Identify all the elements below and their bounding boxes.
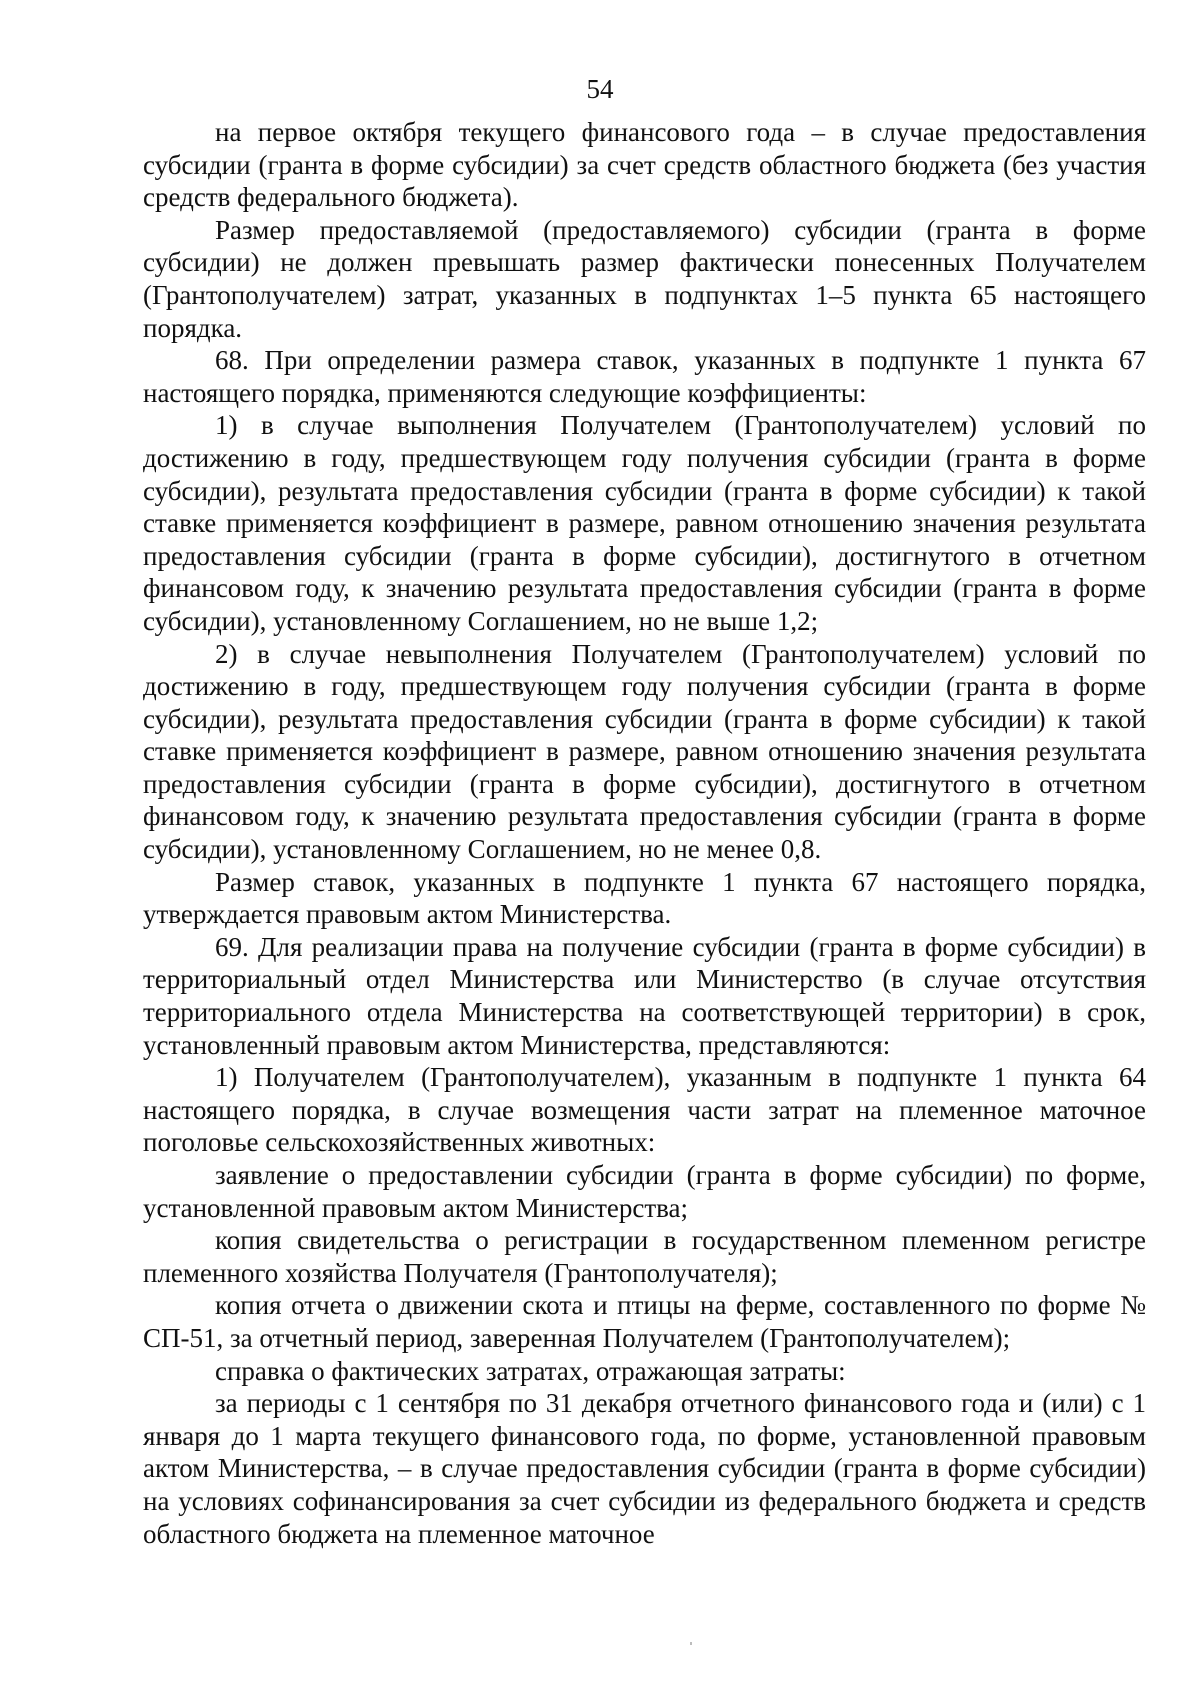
document-body — [143, 116, 1146, 1550]
paragraph-68: 68. При определении размера ставок, указанных в подпункте 1 пункта 67 настоящего порядка, применяются следующие коэффициенты: — [143, 345, 1146, 408]
paragraph-68-item-1: 1) в случае выполнения Получателем (Грантополучателем) условий по достижению в году, предшествующем году получения субсидии (гранта в форме субсидии), результата предоставления субсидии (гранта в форме субсидии) к такой ставке применяется коэффициент в размере, равном отношению значения результата предоставления субсидии (гранта в форме субсидии), достигнутого в отчетном финансовом году, к значению результата предоставления субсидии (гранта в форме субсидии), установленному Соглашением, но не выше 1,2; — [143, 410, 1146, 636]
scan-speck — [690, 1642, 692, 1645]
paragraph-certificate-copy: копия свидетельства о регистрации в государственном племенном регистре племенного хозяйства Получателя (Грантополучателя); — [143, 1225, 1146, 1288]
paragraph-68-item-2: 2) в случае невыполнения Получателем (Грантополучателем) условий по достижению в году, предшествующем году получения субсидии (гранта в форме субсидии), результата предоставления субсидии (гранта в форме субсидии) к такой ставке применяется коэффициент в размере, равном отношению значения результата предоставления субсидии (гранта в форме субсидии), достигнутого в отчетном финансовом году, к значению результата предоставления субсидии (гранта в форме субсидии), установленному Соглашением, но не менее 0,8. — [143, 638, 1146, 865]
paragraph-69-item-1: 1) Получателем (Грантополучателем), указанным в подпункте 1 пункта 64 настоящего порядка, в случае возмещения части затрат на племенное маточное поголовье сельскохозяйственных животных: — [143, 1062, 1146, 1158]
paragraph-application: заявление о предоставлении субсидии (гранта в форме субсидии) по форме, установленной правовым актом Министерства; — [143, 1160, 1146, 1223]
paragraph-periods: за периоды с 1 сентября по 31 декабря отчетного финансового года и (или) с 1 января до 1 марта текущего финансового года, по форме, установленной правовым актом Министерства, – в случае предоставления субсидии (гранта в форме субсидии) на условиях софинансирования за счет субсидии из федерального бюджета и средств областного бюджета на племенное маточное — [143, 1388, 1146, 1549]
paragraph-continuation: на первое октября текущего финансового года – в случае предоставления субсидии (гранта в форме субсидии) за счет средств областного бюджета (без участия средств федерального бюджета). — [143, 117, 1146, 213]
paragraph-report-copy: копия отчета о движении скота и птицы на ферме, составленного по форме № СП-51, за отчетный период, заверенная Получателем (Грантополучателем); — [143, 1290, 1146, 1353]
paragraph-expense-statement: справка о фактических затратах, отражающая затраты: — [215, 1355, 846, 1386]
paragraph-69: 69. Для реализации права на получение субсидии (гранта в форме субсидии) в территориальный отдел Министерства или Министерство (в случае отсутствия территориального отдела Министерства на соответствующей территории) в срок, установленный правовым актом Министерства, представляются: — [143, 931, 1146, 1060]
paragraph-rates-size: Размер ставок, указанных в подпункте 1 пункта 67 настоящего порядка, утверждается правовым актом Министерства. — [143, 866, 1146, 930]
paragraph-subsidy-size: Размер предоставляемой (предоставляемого) субсидии (гранта в форме субсидии) не должен превышать размер фактически понесенных Получателем (Грантополучателем) затрат, указанных в подпунктах 1–5 пункта 65 настоящего порядка. — [143, 214, 1146, 343]
page-number: 54 — [586, 74, 614, 104]
